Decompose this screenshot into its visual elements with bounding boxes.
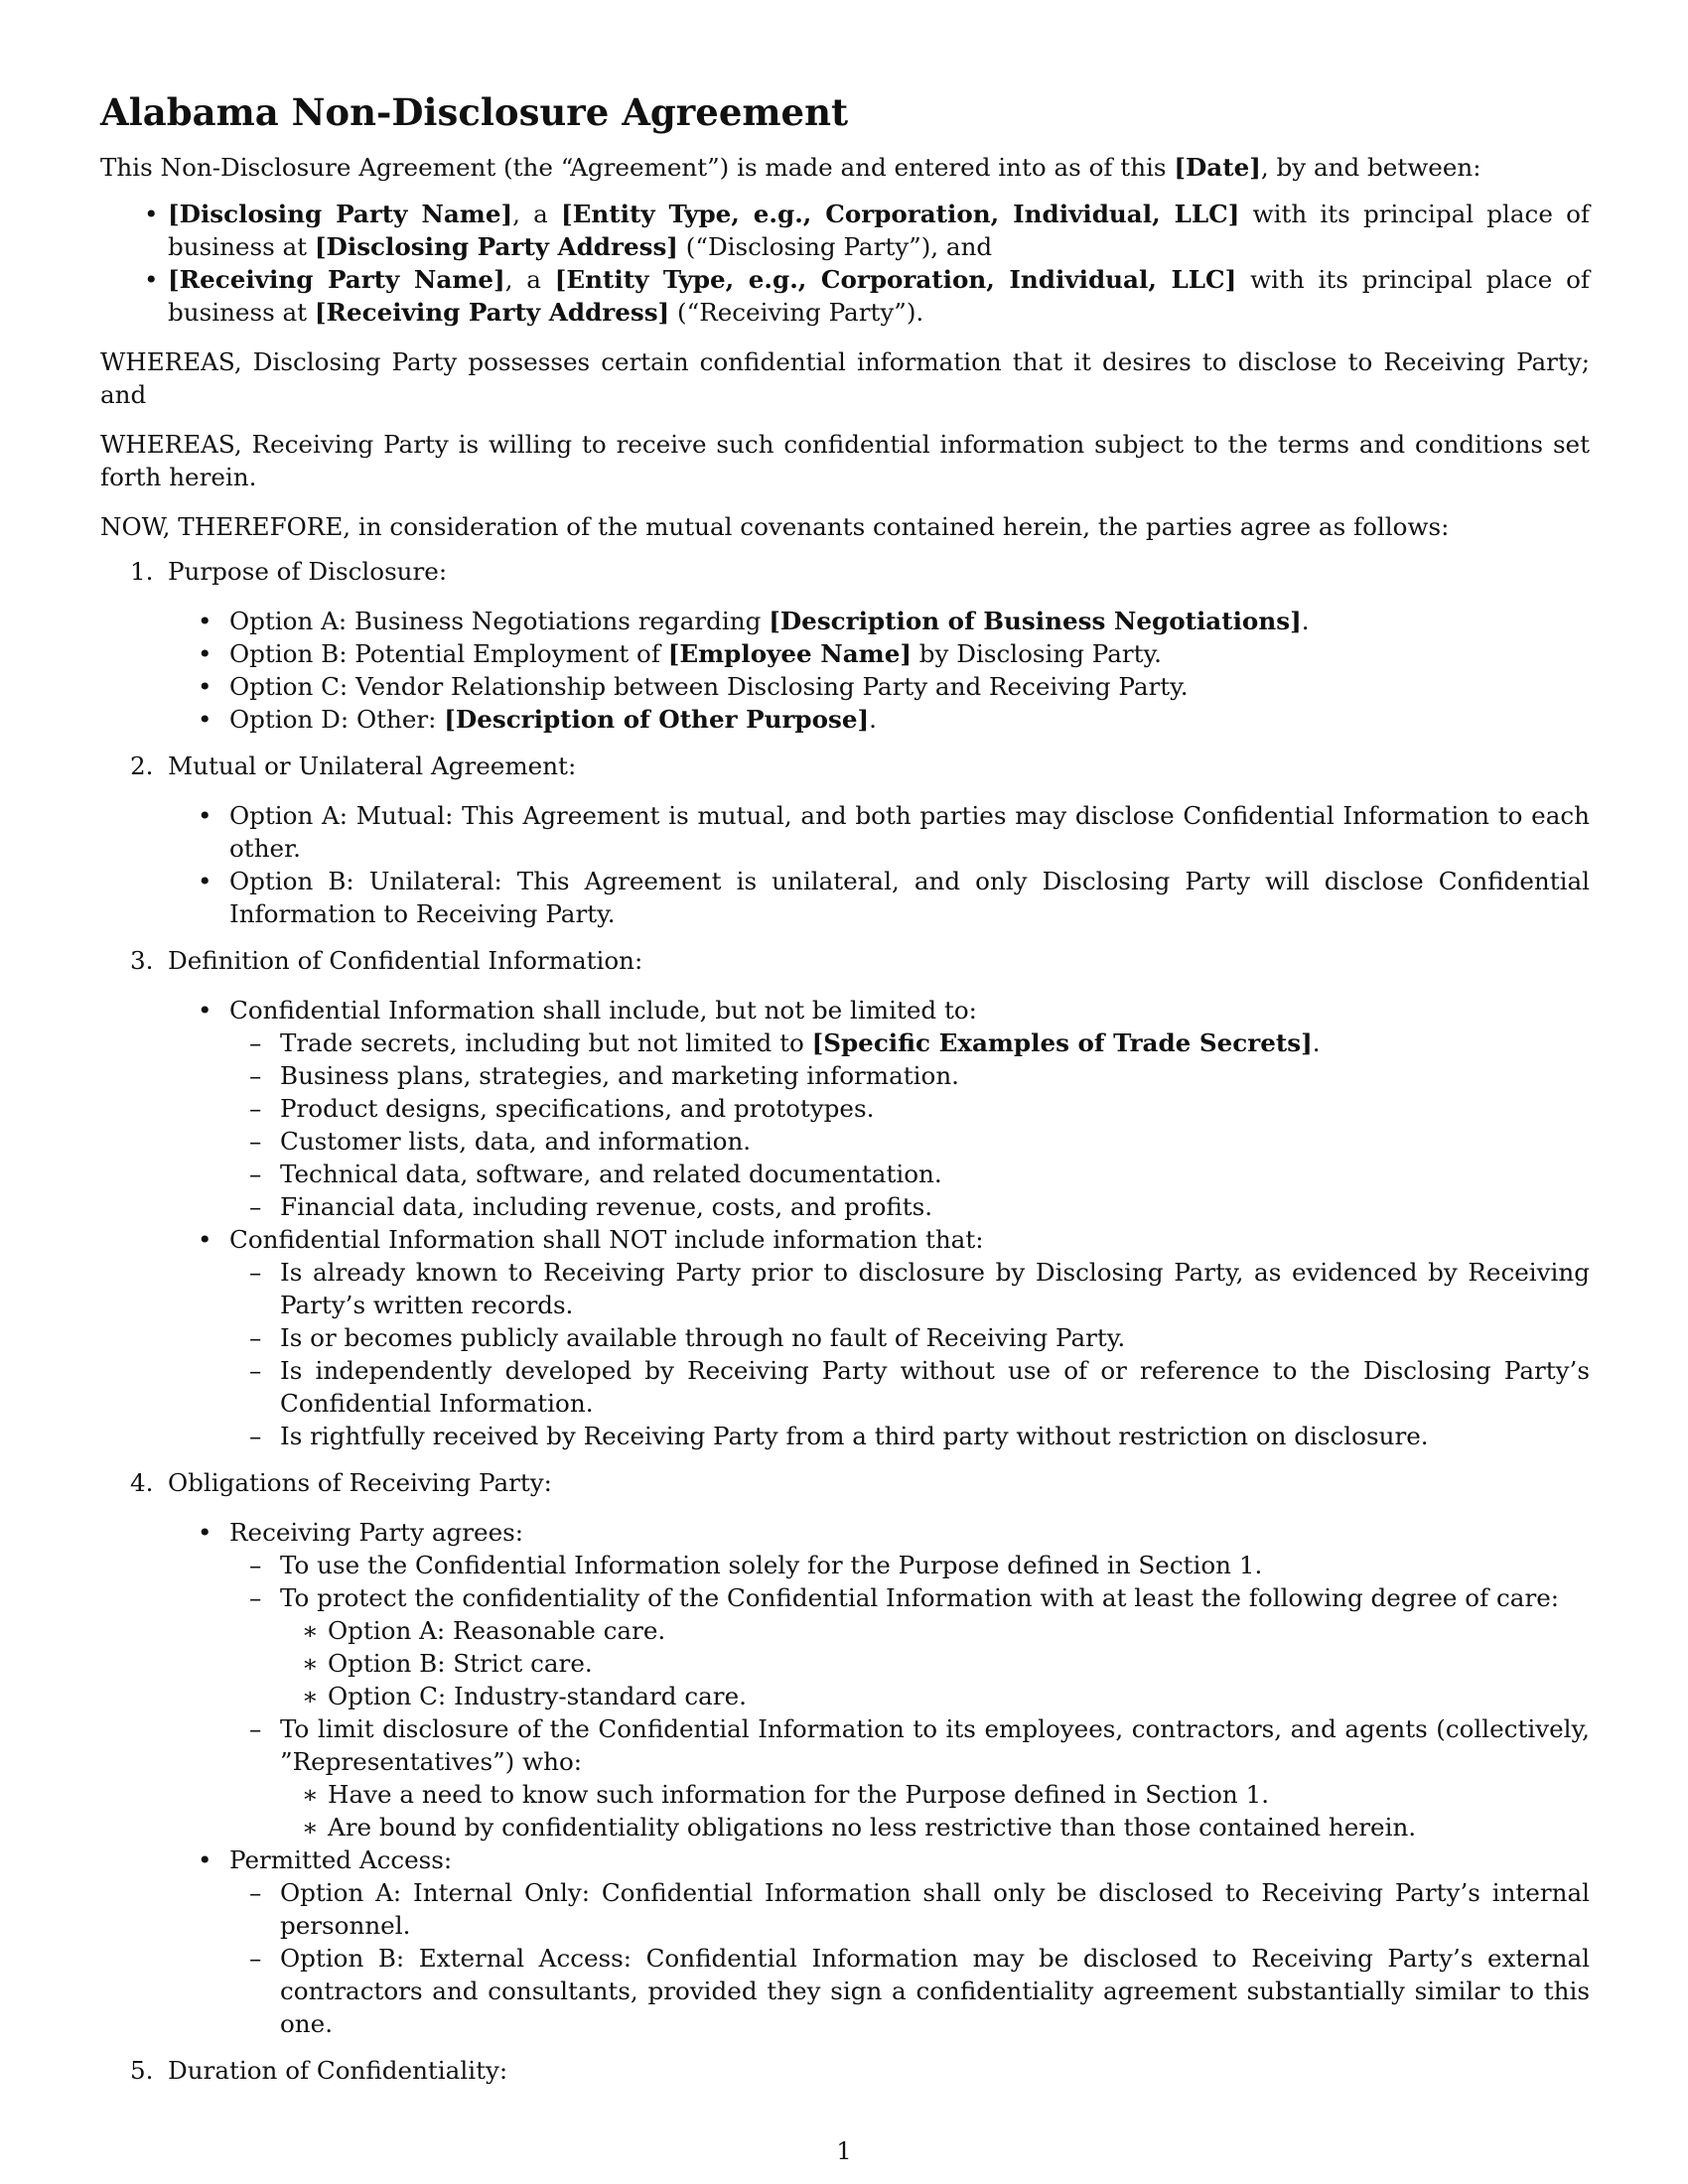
list-item: – Business plans, strategies, and marketing information. [249,1061,959,1090]
dash-icon: – [249,1160,262,1188]
now-therefore: NOW, THEREFORE, in consideration of the mutual covenants contained herein, the parties agree as follows: [100,512,1450,541]
asterisk-icon: ∗ [302,1649,319,1678]
section-5 [100,2054,1590,2087]
asterisk-icon: ∗ [302,1616,319,1645]
list-item: – Option A: Internal Only: Confidential Information shall only be disclosed to Receiving Party’s internal personnel. [249,1878,1590,1940]
bullet-icon: • [198,996,212,1024]
list-item: ∗ Option A: Reasonable care. [302,1616,666,1645]
list-item: – Financial data, including revenue, costs, and profits. [249,1192,933,1221]
dash-icon: – [249,1583,262,1612]
bullet-icon: • [198,867,212,895]
list-item: – To protect the confidentiality of the Confidential Information with at least the following degree of care: ∗ Option A: Reasonable care. ∗ Option B: Strict care. ∗ Option C: Industry-standard care. [229,1581,1590,1712]
dash-icon: – [249,1028,262,1057]
list-item: ∗ Have a need to know such information for the Purpose defined in Section 1. [302,1780,1270,1809]
disclosing-party-item: • [Disclosing Party Name], a [Entity Type, e.g., Corporation, Individual, LLC] with its principal place of business at [Disclosing Party Address] (“Disclosing Party”), and [144,200,1590,261]
dash-icon: – [249,1061,262,1090]
list-item: • Option B: Unilateral: This Agreement is unilateral, and only Disclosing Party will disclose Confidential Information to Receiving Party. [198,867,1590,928]
bullet-icon: • [198,672,212,701]
document-title: Alabama Non-Disclosure Agreement [100,90,849,134]
list-item: – To use the Confidential Information solely for the Purpose defined in Section 1. [249,1551,1263,1579]
bullet-icon: • [198,1845,212,1874]
section-2 [100,750,1590,930]
section-title: Obligations of Receiving Party: [168,1468,552,1497]
section-3 [100,944,1590,1452]
section-title: Purpose of Disclosure: [168,557,448,586]
list-item: – Trade secrets, including but not limited to [Specific Examples of Trade Secrets]. [249,1028,1321,1057]
parties-list [100,198,1590,329]
list-item: • Option A: Mutual: This Agreement is mutual, and both parties may disclose Confidential Information to each other. [198,801,1590,863]
included-items [229,1026,1590,1223]
bullet-icon: • [198,705,212,734]
definition-list [168,994,1590,1452]
bullet-icon: • [198,607,212,635]
care-options [280,1614,1590,1712]
sections-list [100,555,1590,2087]
section-number: 2. [130,751,154,780]
section-number: 1. [130,557,154,586]
asterisk-icon: ∗ [302,1682,319,1710]
representative-conditions [280,1778,1590,1843]
list-item: • Confidential Information shall include, but not be limited to: – Trade secrets, including but not limited to [Specific Examples of Trade Secrets]. – Business plans, strategies, and marketing information. – Product designs, specifications, and prototypes. – Customer lists, data, and information. – Technical data, software, and related documentation. – Financial data, including revenue, costs, and profits. [168,994,1590,1223]
section-number: 3. [130,946,154,975]
section-1 [100,555,1590,736]
list-item: – To limit disclosure of the Confidential Information to its employees, contractors, and agents (collectively, ”Representatives”) who: ∗ Have a need to know such information for the Purpose defined in Section 1. ∗ Are bound by confidentiality obligations no less restrictive than those contained herein. [249,1714,1590,1842]
dash-icon: – [249,1878,262,1907]
list-item: • Option C: Vendor Relationship between Disclosing Party and Receiving Party. [198,672,1189,701]
dash-icon: – [249,1356,262,1385]
list-item: – Is or becomes publicly available through no fault of Receiving Party. [249,1323,1126,1352]
dash-icon: – [249,1192,262,1221]
dash-icon: – [249,1714,262,1743]
list-item: • Option A: Business Negotiations regarding [Description of Business Negotiations]. [198,607,1310,635]
agreement-items [229,1549,1590,1843]
list-item: ∗ Are bound by confidentiality obligations no less restrictive than those contained herein. [302,1813,1417,1842]
dash-icon: – [249,1094,262,1123]
whereas-1: WHEREAS, Disclosing Party possesses certain confidential information that it desires to disclose to Receiving Party; and [100,347,1590,409]
asterisk-icon: ∗ [302,1780,319,1809]
section-title: Duration of Confidentiality: [168,2056,508,2085]
section-number: 5. [130,2056,154,2085]
date-placeholder: [Date] [1174,153,1261,182]
document-page [100,87,1590,2104]
list-item: • Permitted Access: – Option A: Internal Only: Confidential Information shall only be disclosed to Receiving Party’s internal personnel. – Option B: External Access: Confidential Information may be disclosed to Receiving Party’s external contractors and consultants, provided they sign a confidentiality agreement substantially similar to this one. [198,1845,1590,2038]
dash-icon: – [249,1551,262,1579]
agreement-type-options [168,799,1590,930]
list-item: ∗ Option B: Strict care. [302,1649,593,1678]
list-item: – Customer lists, data, and information. [249,1127,752,1156]
dash-icon: – [249,1944,262,1973]
list-item: – Is rightfully received by Receiving Party from a third party without restriction on disclosure. [249,1422,1429,1450]
list-item: – Option B: External Access: Confidential Information may be disclosed to Receiving Party’s external contractors and consultants, provided they sign a confidentiality agreement substantially similar to this one. [249,1944,1590,2038]
obligations-list [168,1516,1590,2040]
bullet-icon: • [198,1225,212,1254]
purpose-options [168,605,1590,736]
section-number: 4. [130,1468,154,1497]
bullet-icon: • [198,1518,212,1547]
receiving-party-item: • [Receiving Party Name], a [Entity Type, e.g., Corporation, Individual, LLC] with its principal place of business at [Receiving Party Address] (“Receiving Party”). [144,265,1590,327]
section-4 [100,1466,1590,2040]
asterisk-icon: ∗ [302,1813,319,1842]
list-item: • Option D: Other: [Description of Other Purpose]. [198,705,877,734]
whereas-2: WHEREAS, Receiving Party is willing to receive such confidential information subject to the terms and conditions set forth herein. [100,430,1590,491]
section-title: Mutual or Unilateral Agreement: [168,751,577,780]
list-item: • Confidential Information shall NOT include information that: – Is already known to Receiving Party prior to disclosure by Disclosing Party, as evidenced by Receiving Party’s written records. – Is or becomes publicly available through no fault of Receiving Party. – Is independently developed by Receiving Party without use of or reference to the Disclosing Party’s Confidential Information. – Is rightfully received by Receiving Party from a third party without restriction on disclosure. [198,1225,1590,1450]
bullet-icon: • [144,200,159,228]
dash-icon: – [249,1422,262,1450]
list-item: • Receiving Party agrees: – To use the Confidential Information solely for the Purpose defined in Section 1. – To protect the confidentiality of the Confidential Information with at least the following degree of care: ∗ Option A: Reasonable care. ∗ Option B: Strict care. ∗ Option C: Industry-standard care. – To limit disclosure of the Confidential Information to its employees, contractors, and agents (collectively, ”Representatives”) who: ∗ Have a need to know such information for the Purpose defined in Section 1. ∗ Are bound by confidentiality obligations no less restrictive than those contained herein. [198,1518,1590,1842]
page-number: 1 [836,2137,852,2165]
dash-icon: – [249,1127,262,1156]
bullet-icon: • [144,265,159,294]
access-options [229,1876,1590,2040]
section-title: Definition of Confidential Information: [168,946,643,975]
intro-paragraph: This Non-Disclosure Agreement (the “Agreement”) is made and entered into as of this [Date], by and between: [100,153,1481,182]
list-item: – Is independently developed by Receiving Party without use of or reference to the Disclosing Party’s Confidential Information. [249,1356,1590,1418]
list-item: – Product designs, specifications, and prototypes. [249,1094,875,1123]
bullet-icon: • [198,639,212,668]
excluded-items [229,1256,1590,1452]
bullet-icon: • [198,801,212,830]
dash-icon: – [249,1258,262,1287]
list-item: – Is already known to Receiving Party prior to disclosure by Disclosing Party, as evidenced by Receiving Party’s written records. [249,1258,1590,1319]
dash-icon: – [249,1323,262,1352]
list-item: – Technical data, software, and related documentation. [249,1160,942,1188]
list-item: ∗ Option C: Industry-standard care. [302,1682,747,1710]
list-item: • Option B: Potential Employment of [Employee Name] by Disclosing Party. [198,639,1162,668]
